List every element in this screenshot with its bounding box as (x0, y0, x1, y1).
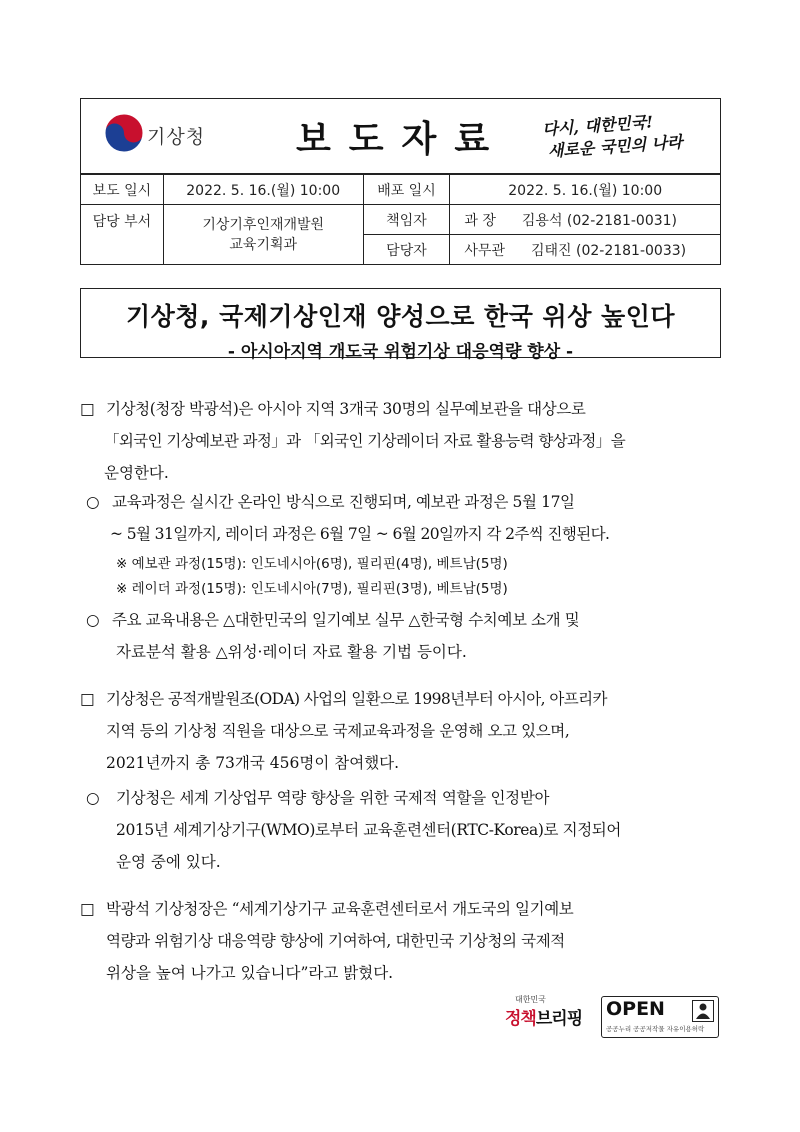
p2-line-3: 2021년까지 총 73개국 456명이 참여했다. (106, 754, 400, 772)
responsible-person: 김용석 (02-2181-0031) (521, 212, 678, 229)
dist-time-value: 2022. 5. 16.(월) 10:00 (450, 175, 721, 205)
p1-line-3: 운영한다. (104, 464, 169, 482)
briefing-part-b: 브리핑 (535, 1009, 583, 1029)
p2-line-2: 지역 등의 기상청 직원을 대상으로 국제교육과정을 운영해 오고 있으며, (106, 722, 570, 740)
paragraph-2 (80, 683, 725, 779)
briefing-part-a: 정책 (505, 1009, 536, 1029)
paragraph-1 (80, 393, 725, 489)
report-time-label: 보도 일시 (81, 175, 164, 205)
p2a-line-3: 운영 중에 있다. (116, 853, 221, 871)
square-bullet: □ (80, 900, 95, 918)
paragraph-1b (86, 604, 726, 668)
p2-line-1: 기상청은 공적개발원조(ODA) 사업의 일환으로 1998년부터 아시아, 아프리카 (106, 690, 607, 708)
briefing-small-text: 대한민국 (515, 995, 546, 1004)
press-header (80, 98, 721, 174)
p1b-line-2: 자료분석 활용 △위성·레이더 자료 활용 기법 등이다. (116, 643, 467, 661)
p1-line-1: 기상청(청장 박광석)은 아시아 지역 3개국 30명의 실무예보관을 대상으로 (106, 400, 586, 418)
policy-briefing-logo (505, 1004, 582, 1029)
p3-line-3: 위상을 높여 나가고 있습니다”라고 밝혔다. (106, 964, 394, 982)
p3-line-2: 역량과 위험기상 대응역량 향상에 기여하여, 대한민국 기상청의 국제적 (106, 932, 565, 950)
slogan (542, 107, 715, 163)
p2a-line-2: 2015년 세계기상기구(WMO)로부터 교육훈련센터(RTC-Korea)로 지정되어 (116, 821, 621, 839)
headline-sub: - 아시아지역 개도국 위험기상 대응역량 향상 - (227, 342, 574, 362)
department-line-2: 교육기획과 (229, 236, 298, 253)
open-license-badge (601, 996, 719, 1038)
responsible-value (450, 205, 721, 235)
circle-bullet: ○ (86, 611, 100, 629)
slogan-line-1: 다시, 대한민국! (541, 112, 654, 139)
logo-text: 기상청 (147, 126, 206, 148)
info-table (80, 174, 721, 265)
headline-box (80, 288, 721, 362)
staff-role: 사무관 (464, 242, 505, 259)
p1-line-2: 「외국인 기상예보관 과정」과 「외국인 기상레이더 자료 활용능력 향상과정」을 (104, 432, 626, 450)
kma-emblem-icon (103, 112, 145, 154)
note-forecaster: ※ 예보관 과정(15명): 인도네시아(6명), 필리핀(4명), 베트남(5명) (116, 556, 508, 572)
p1a-line-1: 교육과정은 실시간 온라인 방식으로 진행되며, 예보관 과정은 5월 17일 (112, 493, 575, 511)
staff-value (450, 235, 721, 265)
press-release-title: 보도자료 (296, 118, 508, 160)
staff-label: 담당자 (363, 235, 450, 265)
person-icon (692, 1000, 714, 1022)
square-bullet: □ (80, 400, 95, 418)
footer-logos (505, 994, 720, 1042)
p1b-line-1: 주요 교육내용은 △대한민국의 일기예보 실무 △한국형 수치예보 소개 및 (112, 611, 580, 629)
open-word: OPEN (606, 998, 665, 1020)
open-subtext: 공공누리 공공저작물 자유이용허락 (606, 1025, 705, 1033)
circle-bullet: ○ (86, 789, 100, 807)
department-value (163, 205, 363, 265)
paragraph-1a (86, 486, 726, 550)
department-label: 담당 부서 (81, 205, 164, 265)
p1a-line-2: ~ 5월 31일까지, 레이더 과정은 6월 7일 ~ 6월 20일까지 각 2주씩 진행된다. (110, 525, 610, 543)
department-line-1: 기상기후인재개발원 (202, 216, 325, 233)
slogan-line-2: 새로운 국민의 나라 (547, 132, 684, 161)
square-bullet: □ (80, 690, 95, 708)
responsible-role: 과 장 (464, 212, 496, 229)
staff-person: 김태진 (02-2181-0033) (530, 242, 687, 259)
note-radar: ※ 레이더 과정(15명): 인도네시아(7명), 필리핀(3명), 베트남(5명) (116, 581, 508, 597)
p2a-line-1: 기상청은 세계 기상업무 역량 향상을 위한 국제적 역할을 인정받아 (116, 789, 550, 807)
kma-logo (103, 109, 223, 159)
circle-bullet: ○ (86, 493, 100, 511)
paragraph-2a (86, 782, 726, 878)
headline-main: 기상청, 국제기상인재 양성으로 한국 위상 높인다 (125, 302, 676, 331)
dist-time-label: 배포 일시 (363, 175, 450, 205)
responsible-label: 책임자 (363, 205, 450, 235)
p3-line-1: 박광석 기상청장은 “세계기상기구 교육훈련센터로서 개도국의 일기예보 (106, 900, 574, 918)
paragraph-3 (80, 893, 725, 989)
report-time-value: 2022. 5. 16.(월) 10:00 (163, 175, 363, 205)
